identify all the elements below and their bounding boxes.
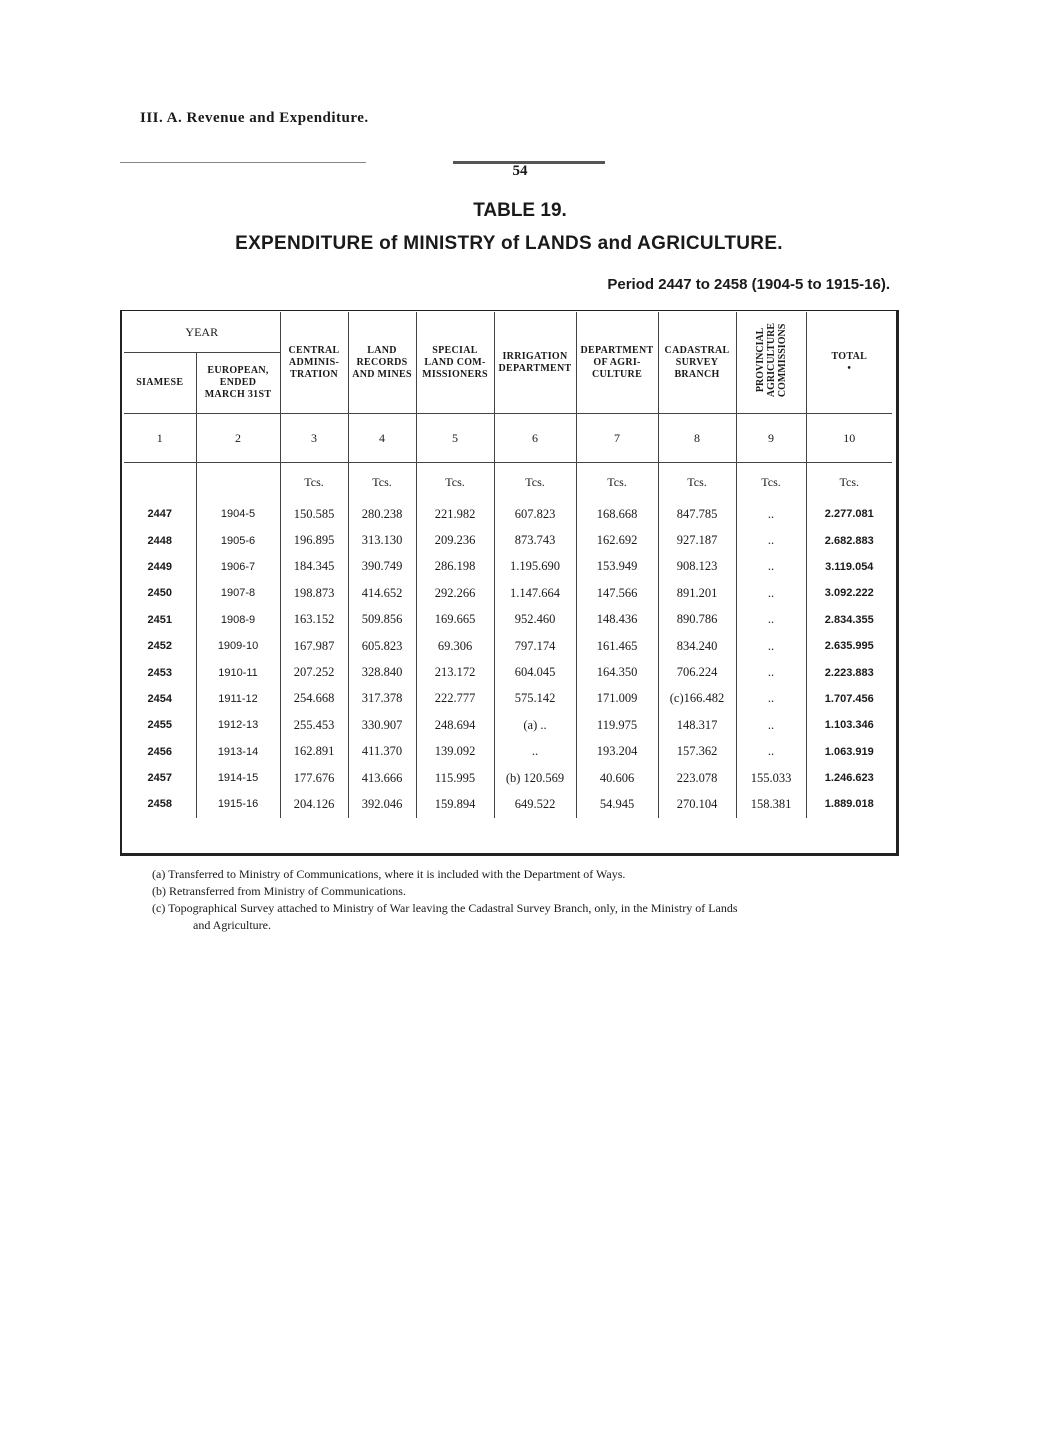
cell-irrigation-department: (b) 120.569 — [494, 765, 576, 791]
column-number: 5 — [416, 414, 494, 463]
cell-provincial-agriculture: .. — [736, 580, 806, 606]
cell-european-year: 1906-7 — [196, 554, 280, 580]
cell-cadastral-survey: 270.104 — [658, 791, 736, 817]
cell-european-year: 1907-8 — [196, 580, 280, 606]
header-irrigation-department: IRRIGATION DEPARTMENT — [494, 312, 576, 414]
cell-cadastral-survey: 908.123 — [658, 554, 736, 580]
cell-central-administration: 254.668 — [280, 686, 348, 712]
cell-special-land-commissioners: 286.198 — [416, 554, 494, 580]
cell-land-records: 392.046 — [348, 791, 416, 817]
unit-label: Tcs. — [494, 463, 576, 502]
cell-special-land-commissioners: 221.982 — [416, 501, 494, 527]
footnotes — [152, 866, 892, 934]
cell-central-administration: 198.873 — [280, 580, 348, 606]
cell-land-records: 605.823 — [348, 633, 416, 659]
cell-total: 1.246.623 — [806, 765, 892, 791]
cell-total: 2.277.081 — [806, 501, 892, 527]
cell-department-of-agriculture: 193.204 — [576, 739, 658, 765]
cell-irrigation-department: 575.142 — [494, 686, 576, 712]
cell-department-of-agriculture: 147.566 — [576, 580, 658, 606]
cell-land-records: 280.238 — [348, 501, 416, 527]
cell-central-administration: 167.987 — [280, 633, 348, 659]
cell-cadastral-survey: 927.187 — [658, 527, 736, 553]
cell-total: 2.682.883 — [806, 527, 892, 553]
header-central-administration: CENTRAL ADMINIS- TRATION — [280, 312, 348, 414]
cell-special-land-commissioners: 115.995 — [416, 765, 494, 791]
table-row — [124, 659, 892, 685]
cell-irrigation-department: 604.045 — [494, 659, 576, 685]
cell-special-land-commissioners: 69.306 — [416, 633, 494, 659]
cell-siamese-year: 2456 — [147, 745, 172, 758]
cell-irrigation-department: (a) .. — [494, 712, 576, 738]
cell-land-records: 328.840 — [348, 659, 416, 685]
cell-provincial-agriculture: .. — [736, 554, 806, 580]
footnote-b: (b) Retransferred from Ministry of Communications. — [152, 884, 406, 898]
header-land-records: LAND RECORDS AND MINES — [348, 312, 416, 414]
column-number: 4 — [348, 414, 416, 463]
cell-irrigation-department: 649.522 — [494, 791, 576, 817]
cell-siamese-year: 2452 — [147, 640, 172, 653]
cell-european-year: 1909-10 — [196, 633, 280, 659]
cell-total: 1.889.018 — [806, 791, 892, 817]
table-row — [124, 607, 892, 633]
cell-department-of-agriculture: 119.975 — [576, 712, 658, 738]
table-row — [124, 580, 892, 606]
cell-total: 1.103.346 — [806, 712, 892, 738]
cell-total: 3.092.222 — [806, 580, 892, 606]
cell-land-records: 414.652 — [348, 580, 416, 606]
cell-department-of-agriculture: 171.009 — [576, 686, 658, 712]
cell-land-records: 411.370 — [348, 739, 416, 765]
table-row — [124, 765, 892, 791]
cell-european-year: 1904-5 — [196, 501, 280, 527]
cell-land-records: 509.856 — [348, 607, 416, 633]
cell-department-of-agriculture: 153.949 — [576, 554, 658, 580]
unit-label: Tcs. — [416, 463, 494, 502]
table-row — [124, 739, 892, 765]
table-row — [124, 686, 892, 712]
units-row — [124, 463, 892, 502]
cell-land-records: 330.907 — [348, 712, 416, 738]
column-number: 9 — [736, 414, 806, 463]
cell-central-administration: 162.891 — [280, 739, 348, 765]
unit-label: Tcs. — [348, 463, 416, 502]
cell-siamese-year: 2449 — [147, 560, 172, 573]
cell-land-records: 313.130 — [348, 527, 416, 553]
cell-european-year: 1911-12 — [196, 686, 280, 712]
cell-land-records: 390.749 — [348, 554, 416, 580]
cell-special-land-commissioners: 213.172 — [416, 659, 494, 685]
cell-siamese-year: 2453 — [147, 666, 172, 679]
cell-european-year: 1908-9 — [196, 607, 280, 633]
cell-department-of-agriculture: 148.436 — [576, 607, 658, 633]
cell-european-year: 1914-15 — [196, 765, 280, 791]
cell-cadastral-survey: 148.317 — [658, 712, 736, 738]
cell-cadastral-survey: 157.362 — [658, 739, 736, 765]
cell-cadastral-survey: 223.078 — [658, 765, 736, 791]
header-european: EUROPEAN, ENDED MARCH 31ST — [196, 353, 280, 414]
cell-irrigation-department: 952.460 — [494, 607, 576, 633]
cell-provincial-agriculture: .. — [736, 686, 806, 712]
table-row — [124, 791, 892, 817]
cell-siamese-year: 2450 — [147, 587, 172, 600]
cell-european-year: 1910-11 — [196, 659, 280, 685]
cell-irrigation-department: 607.823 — [494, 501, 576, 527]
cell-department-of-agriculture: 161.465 — [576, 633, 658, 659]
cell-central-administration: 150.585 — [280, 501, 348, 527]
table-title: TABLE 19. — [473, 200, 567, 221]
cell-special-land-commissioners: 169.665 — [416, 607, 494, 633]
cell-total: 3.119.054 — [806, 554, 892, 580]
cell-cadastral-survey: 706.224 — [658, 659, 736, 685]
table-row — [124, 501, 892, 527]
cell-european-year: 1913-14 — [196, 739, 280, 765]
cell-siamese-year: 2451 — [147, 613, 172, 626]
table-row — [124, 712, 892, 738]
cell-european-year: 1915-16 — [196, 791, 280, 817]
cell-cadastral-survey: 847.785 — [658, 501, 736, 527]
cell-department-of-agriculture: 164.350 — [576, 659, 658, 685]
cell-central-administration: 255.453 — [280, 712, 348, 738]
table-row — [124, 554, 892, 580]
footnote-c: (c) Topographical Survey attached to Ministry of War leaving the Cadastral Survey Branch, only, in the Ministry of Lands and Agriculture. — [152, 901, 738, 932]
header-special-land-commissioners: SPECIAL LAND COM- MISSIONERS — [416, 312, 494, 414]
header-rule-left — [120, 162, 366, 163]
header-year: YEAR — [124, 312, 280, 353]
cell-total: 1.063.919 — [806, 739, 892, 765]
footnote-a: (a) Transferred to Ministry of Communications, where it is included with the Department of Ways. — [152, 867, 626, 881]
cell-central-administration: 204.126 — [280, 791, 348, 817]
page-number: 54 — [512, 163, 528, 179]
header-department-of-agriculture: DEPARTMENT OF AGRI- CULTURE — [576, 312, 658, 414]
cell-central-administration: 184.345 — [280, 554, 348, 580]
cell-special-land-commissioners: 222.777 — [416, 686, 494, 712]
section-header: III. A. Revenue and Expenditure. — [140, 110, 369, 126]
unit-label: Tcs. — [658, 463, 736, 502]
cell-cadastral-survey: 834.240 — [658, 633, 736, 659]
header-cadastral-survey: CADASTRAL SURVEY BRANCH — [658, 312, 736, 414]
cell-irrigation-department: 797.174 — [494, 633, 576, 659]
cell-european-year: 1905-6 — [196, 527, 280, 553]
cell-siamese-year: 2448 — [147, 534, 172, 547]
header-total: TOTAL • — [806, 312, 892, 414]
period-label: Period 2447 to 2458 (1904-5 to 1915-16). — [607, 276, 890, 293]
header-provincial-agriculture: PROVINCIAL AGRICULTURE COMMISSIONS — [736, 312, 806, 414]
column-number: 7 — [576, 414, 658, 463]
cell-provincial-agriculture: 155.033 — [736, 765, 806, 791]
cell-cadastral-survey: 890.786 — [658, 607, 736, 633]
cell-cadastral-survey: 891.201 — [658, 580, 736, 606]
cell-provincial-agriculture: .. — [736, 527, 806, 553]
cell-land-records: 413.666 — [348, 765, 416, 791]
cell-irrigation-department: 1.195.690 — [494, 554, 576, 580]
unit-label: Tcs. — [280, 463, 348, 502]
cell-special-land-commissioners: 209.236 — [416, 527, 494, 553]
expenditure-table — [124, 312, 892, 818]
cell-provincial-agriculture: .. — [736, 739, 806, 765]
cell-total: 2.635.995 — [806, 633, 892, 659]
column-number: 3 — [280, 414, 348, 463]
cell-land-records: 317.378 — [348, 686, 416, 712]
header-siamese: SIAMESE — [136, 377, 184, 388]
unit-label: Tcs. — [806, 463, 892, 502]
unit-label: Tcs. — [736, 463, 806, 502]
cell-siamese-year: 2455 — [147, 719, 172, 732]
cell-provincial-agriculture: .. — [736, 659, 806, 685]
cell-irrigation-department: 873.743 — [494, 527, 576, 553]
column-number: 6 — [494, 414, 576, 463]
cell-central-administration: 196.895 — [280, 527, 348, 553]
cell-siamese-year: 2454 — [147, 692, 172, 705]
cell-department-of-agriculture: 54.945 — [576, 791, 658, 817]
column-number-row — [124, 414, 892, 463]
cell-siamese-year: 2458 — [147, 798, 172, 811]
cell-department-of-agriculture: 40.606 — [576, 765, 658, 791]
cell-special-land-commissioners: 159.894 — [416, 791, 494, 817]
cell-total: 2.834.355 — [806, 607, 892, 633]
cell-provincial-agriculture: .. — [736, 633, 806, 659]
cell-provincial-agriculture: .. — [736, 501, 806, 527]
cell-department-of-agriculture: 162.692 — [576, 527, 658, 553]
cell-provincial-agriculture: 158.381 — [736, 791, 806, 817]
table-row — [124, 527, 892, 553]
table-body — [124, 501, 892, 818]
cell-special-land-commissioners: 292.266 — [416, 580, 494, 606]
cell-european-year: 1912-13 — [196, 712, 280, 738]
cell-cadastral-survey: (c)166.482 — [658, 686, 736, 712]
cell-total: 1.707.456 — [806, 686, 892, 712]
cell-total: 2.223.883 — [806, 659, 892, 685]
cell-provincial-agriculture: .. — [736, 607, 806, 633]
column-number: 8 — [658, 414, 736, 463]
cell-central-administration: 163.152 — [280, 607, 348, 633]
table-row — [124, 633, 892, 659]
cell-central-administration: 207.252 — [280, 659, 348, 685]
cell-irrigation-department: .. — [494, 739, 576, 765]
cell-irrigation-department: 1.147.664 — [494, 580, 576, 606]
column-number: 10 — [806, 414, 892, 463]
cell-provincial-agriculture: .. — [736, 712, 806, 738]
column-number: 1 — [124, 414, 196, 463]
unit-label: Tcs. — [576, 463, 658, 502]
cell-siamese-year: 2447 — [147, 508, 172, 521]
cell-siamese-year: 2457 — [147, 772, 172, 785]
column-number: 2 — [196, 414, 280, 463]
cell-special-land-commissioners: 248.694 — [416, 712, 494, 738]
table-subtitle: EXPENDITURE of MINISTRY of LANDS and AGRICULTURE. — [235, 233, 783, 254]
cell-department-of-agriculture: 168.668 — [576, 501, 658, 527]
cell-central-administration: 177.676 — [280, 765, 348, 791]
cell-special-land-commissioners: 139.092 — [416, 739, 494, 765]
